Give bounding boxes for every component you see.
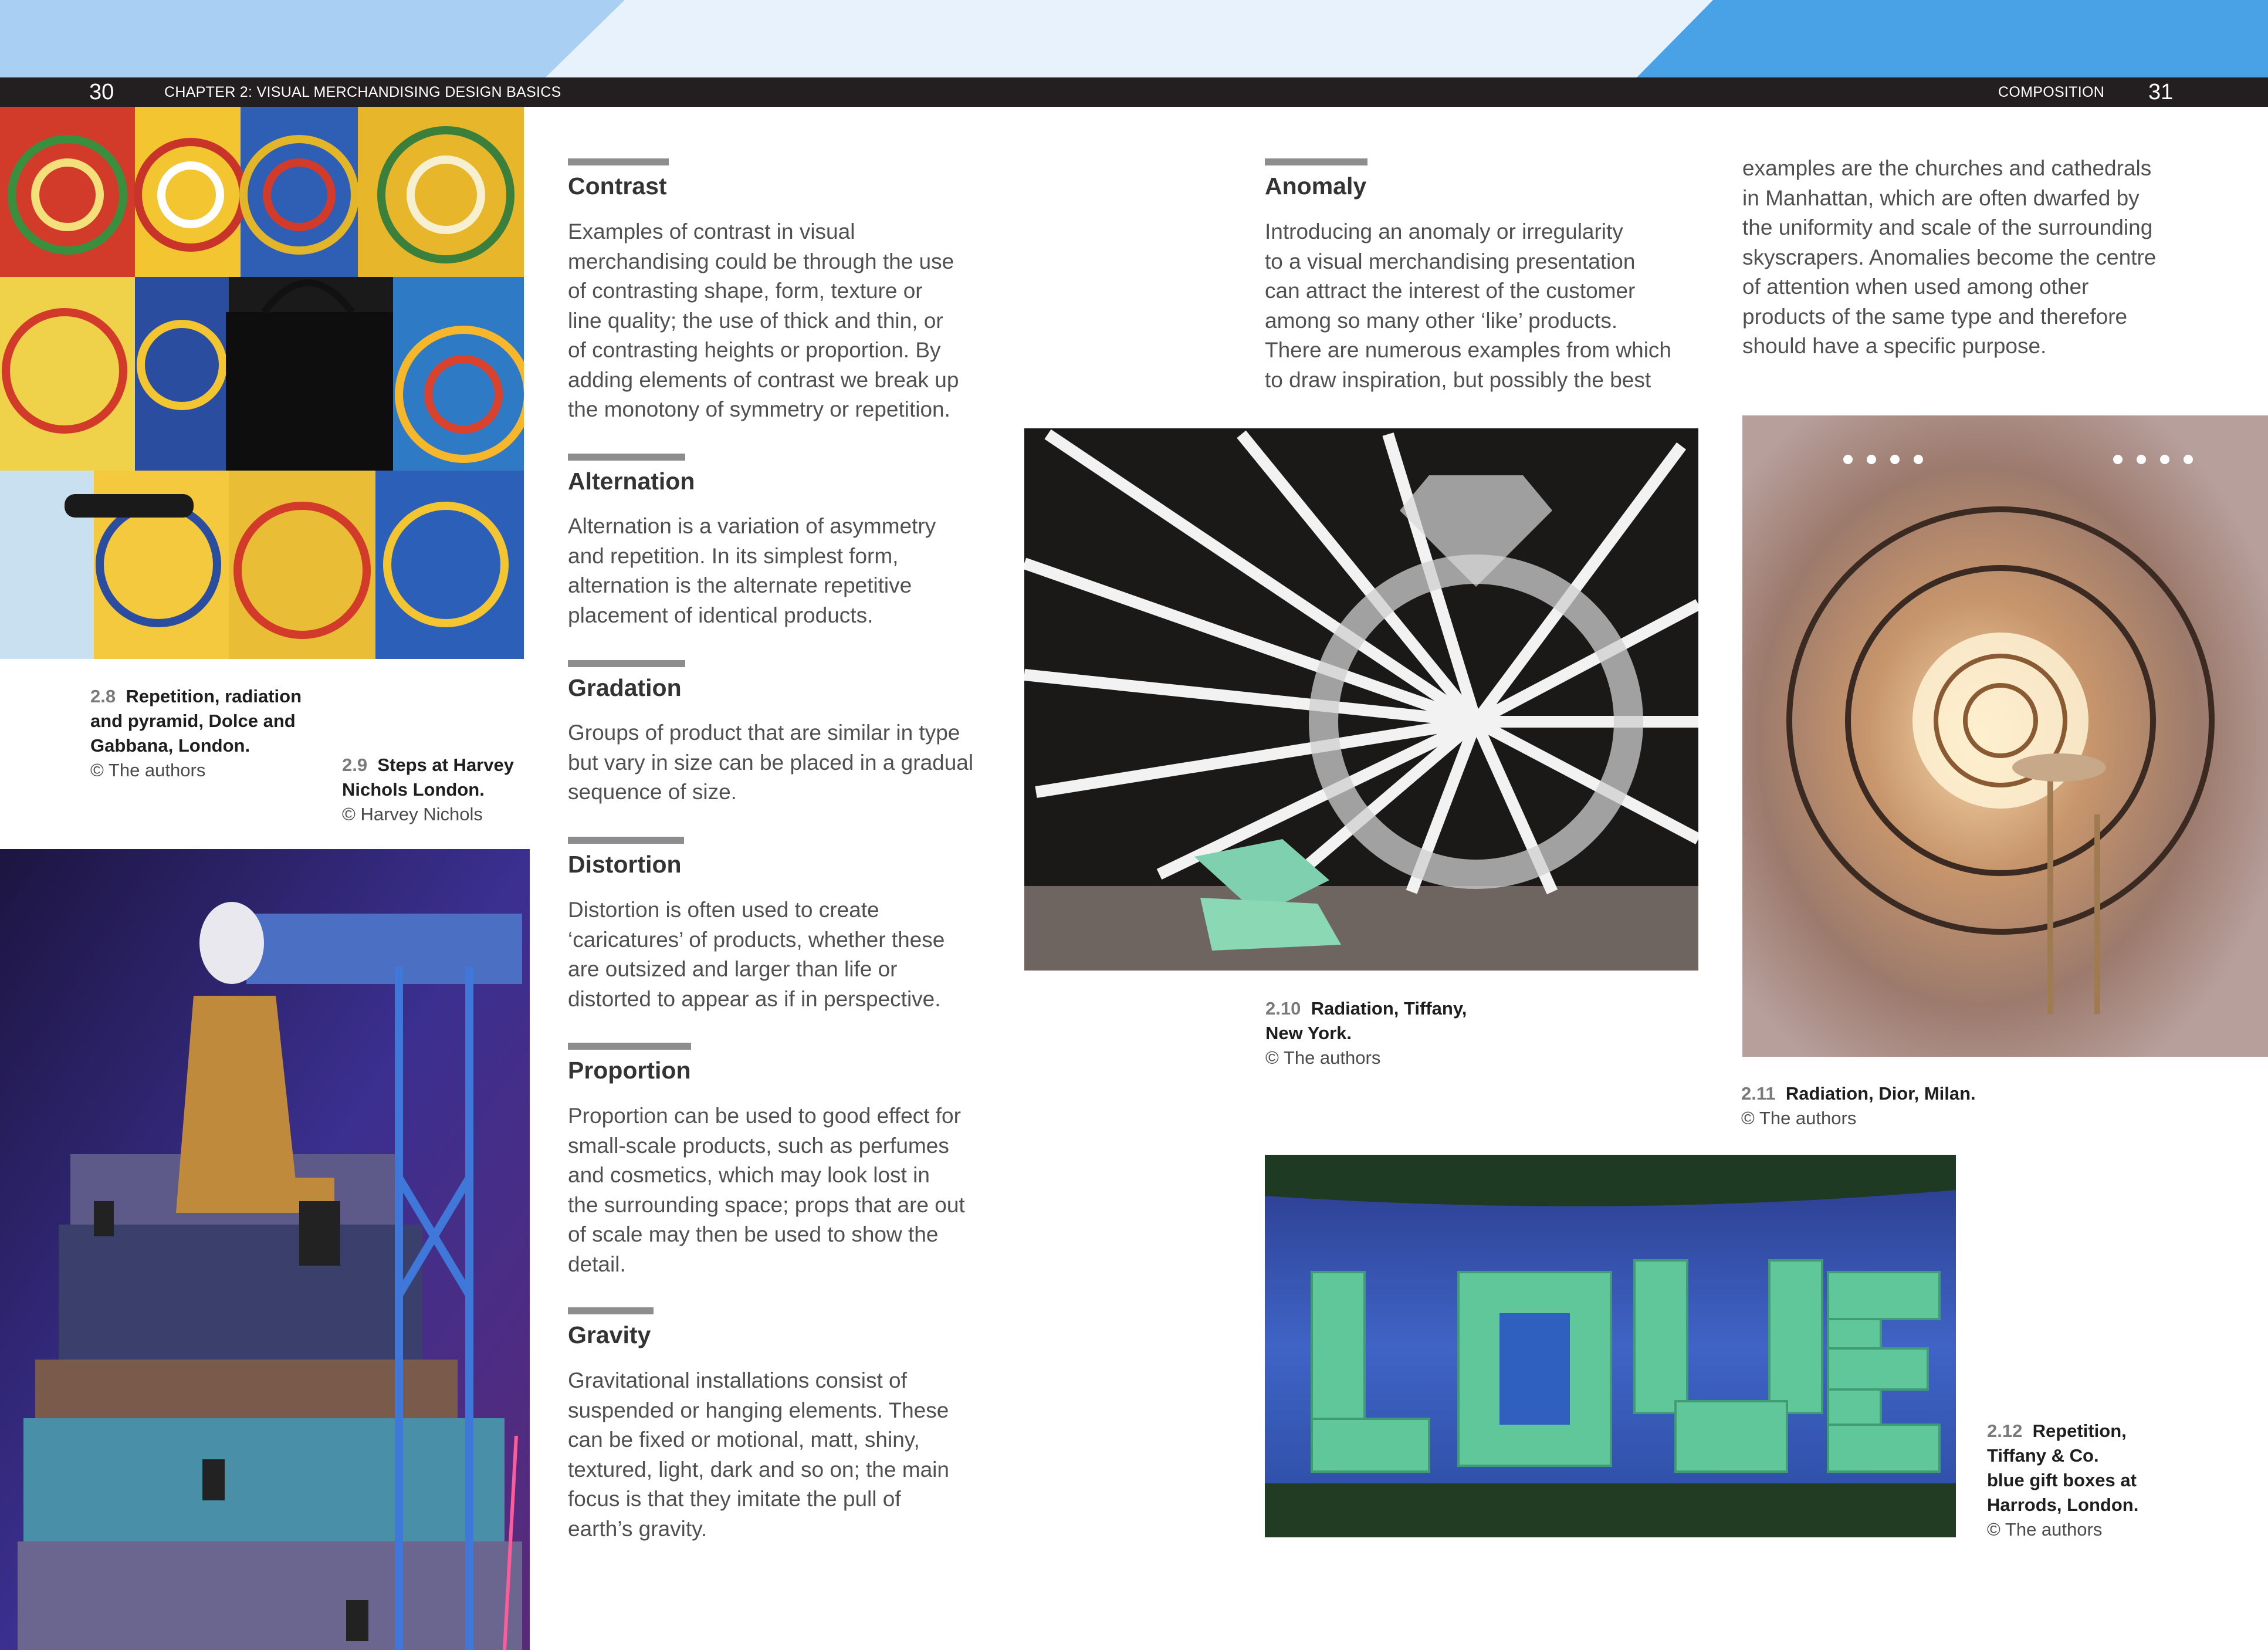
text-line: Distortion is often used to create	[568, 898, 879, 922]
body-anomaly-continued	[1742, 154, 2247, 361]
text-line: textured, light, dark and so on; the main	[568, 1457, 949, 1482]
caption-title-line: and pyramid, Dolce and	[90, 711, 296, 731]
text-line: to draw inspiration, but possibly the best	[1265, 367, 1651, 392]
text-line: among so many other ‘like’ products.	[1265, 308, 1618, 333]
heading-distortion: Distortion	[568, 851, 682, 878]
caption-title-line: Tiffany & Co.	[1987, 1445, 2099, 1466]
section-title: COMPOSITION	[1998, 84, 2105, 100]
caption-title-line: Nichols London.	[342, 779, 485, 800]
text-line: can attract the interest of the customer	[1265, 279, 1636, 303]
text-line: Alternation is a variation of asymmetry	[568, 514, 936, 538]
body-gravity	[568, 1366, 1014, 1544]
heading-gradation: Gradation	[568, 674, 682, 701]
caption-number: 2.8	[90, 686, 116, 706]
text-line: earth’s gravity.	[568, 1516, 708, 1541]
text-line: There are numerous examples from which	[1265, 338, 1672, 362]
heading-proportion: Proportion	[568, 1057, 691, 1084]
text-line: ‘caricatures’ of products, whether these	[568, 927, 945, 952]
text-line: are outsized and larger than life or	[568, 957, 898, 981]
text-line: and repetition. In its simplest form,	[568, 543, 899, 568]
dolce-gabbana-window-photo	[0, 107, 524, 659]
text-line: of contrasting heights or proportion. By	[568, 338, 941, 362]
caption-number: 2.11	[1741, 1083, 1776, 1104]
caption-title-line: Radiation, Tiffany,	[1311, 998, 1467, 1019]
caption-title-line: New York.	[1265, 1023, 1352, 1043]
caption-title-line: Harrods, London.	[1987, 1495, 2139, 1515]
caption-number: 2.10	[1265, 998, 1301, 1019]
text-line: products of the same type and therefore	[1742, 304, 2128, 329]
text-line: should have a specific purpose.	[1742, 334, 2047, 358]
caption-2-9	[342, 753, 536, 827]
text-line: distorted to appear as if in perspective.	[568, 986, 941, 1011]
text-line: of contrasting shape, form, texture or	[568, 279, 923, 303]
section-rule	[568, 1307, 654, 1314]
section-rule	[568, 454, 685, 461]
tiffany-radiation-photo	[1024, 428, 1698, 971]
caption-number: 2.12	[1987, 1421, 2023, 1441]
section-rule	[1265, 158, 1367, 165]
caption-title-line: Radiation, Dior, Milan.	[1785, 1083, 1976, 1104]
section-rule	[568, 660, 685, 667]
text-line: Proportion can be used to good effect for	[568, 1104, 961, 1128]
caption-title-line: blue gift boxes at	[1987, 1470, 2137, 1490]
page-number-left: 30	[89, 80, 114, 104]
section-rule	[568, 837, 684, 844]
text-line: to a visual merchandising presentation	[1265, 249, 1636, 273]
text-line: the uniformity and scale of the surrounding	[1742, 215, 2153, 239]
caption-credit: © The authors	[1741, 1108, 1857, 1128]
heading-alternation: Alternation	[568, 468, 695, 495]
caption-title-line: Repetition,	[2032, 1421, 2127, 1441]
text-line: Gravitational installations consist of	[568, 1368, 907, 1392]
caption-credit: © The authors	[90, 760, 206, 780]
top-decorative-band	[0, 0, 2268, 77]
caption-credit: © The authors	[1265, 1047, 1381, 1068]
text-line: in Manhattan, which are often dwarfed by	[1742, 185, 2140, 210]
caption-number: 2.9	[342, 755, 368, 775]
text-line: placement of identical products.	[568, 603, 874, 627]
caption-2-12	[1987, 1419, 2186, 1542]
caption-credit: © Harvey Nichols	[342, 804, 483, 824]
caption-2-11	[1741, 1081, 2046, 1131]
text-line: skyscrapers. Anomalies become the centre	[1742, 245, 2157, 269]
body-distortion	[568, 895, 1014, 1014]
text-line: Examples of contrast in visual	[568, 219, 855, 244]
text-line: and cosmetics, which may look lost in	[568, 1163, 930, 1187]
text-line: sequence of size.	[568, 780, 737, 804]
harvey-nichols-steps-photo	[0, 849, 530, 1650]
caption-title-line: Steps at Harvey	[377, 755, 514, 775]
text-line: line quality; the use of thick and thin, or	[568, 308, 943, 333]
section-rule	[568, 1043, 691, 1050]
heading-contrast: Contrast	[568, 173, 667, 200]
caption-2-8	[90, 684, 337, 783]
heading-anomaly: Anomaly	[1265, 173, 1367, 200]
tiffany-love-boxes-photo	[1265, 1155, 1956, 1537]
text-line: examples are the churches and cathedrals	[1742, 156, 2152, 180]
text-line: the monotony of symmetry or repetition.	[568, 397, 950, 421]
caption-title-line: Repetition, radiation	[126, 686, 302, 706]
body-contrast	[568, 217, 1014, 425]
running-header	[0, 77, 2268, 107]
text-line: small-scale products, such as perfumes	[568, 1133, 949, 1158]
text-line: Introducing an anomaly or irregularity	[1265, 219, 1623, 244]
text-line: alternation is the alternate repetitive	[568, 573, 912, 597]
text-line: merchandising could be through the use	[568, 249, 954, 273]
heading-gravity: Gravity	[568, 1321, 651, 1348]
text-line: detail.	[568, 1252, 626, 1276]
text-line: Groups of product that are similar in type	[568, 721, 960, 745]
text-line: of scale may then be used to show the	[568, 1222, 939, 1246]
caption-2-10	[1265, 996, 1512, 1070]
page-number-right: 31	[2148, 80, 2174, 104]
body-alternation	[568, 512, 1014, 630]
body-anomaly	[1265, 217, 1711, 395]
body-gradation	[568, 718, 1014, 807]
text-line: of attention when used among other	[1742, 275, 2089, 299]
body-proportion	[568, 1101, 1014, 1279]
text-line: the surrounding space; props that are out	[568, 1192, 965, 1217]
chapter-title: CHAPTER 2: VISUAL MERCHANDISING DESIGN BASICS	[164, 84, 561, 100]
section-rule	[568, 158, 669, 165]
dior-radiation-photo	[1742, 415, 2268, 1057]
caption-title-line: Gabbana, London.	[90, 735, 251, 756]
caption-credit: © The authors	[1987, 1519, 2103, 1540]
text-line: focus is that they imitate the pull of	[568, 1487, 901, 1511]
text-line: can be fixed or motional, matt, shiny,	[568, 1428, 920, 1452]
text-line: adding elements of contrast we break up	[568, 367, 959, 392]
text-line: but vary in size can be placed in a gradual	[568, 750, 974, 775]
text-line: suspended or hanging elements. These	[568, 1398, 949, 1422]
